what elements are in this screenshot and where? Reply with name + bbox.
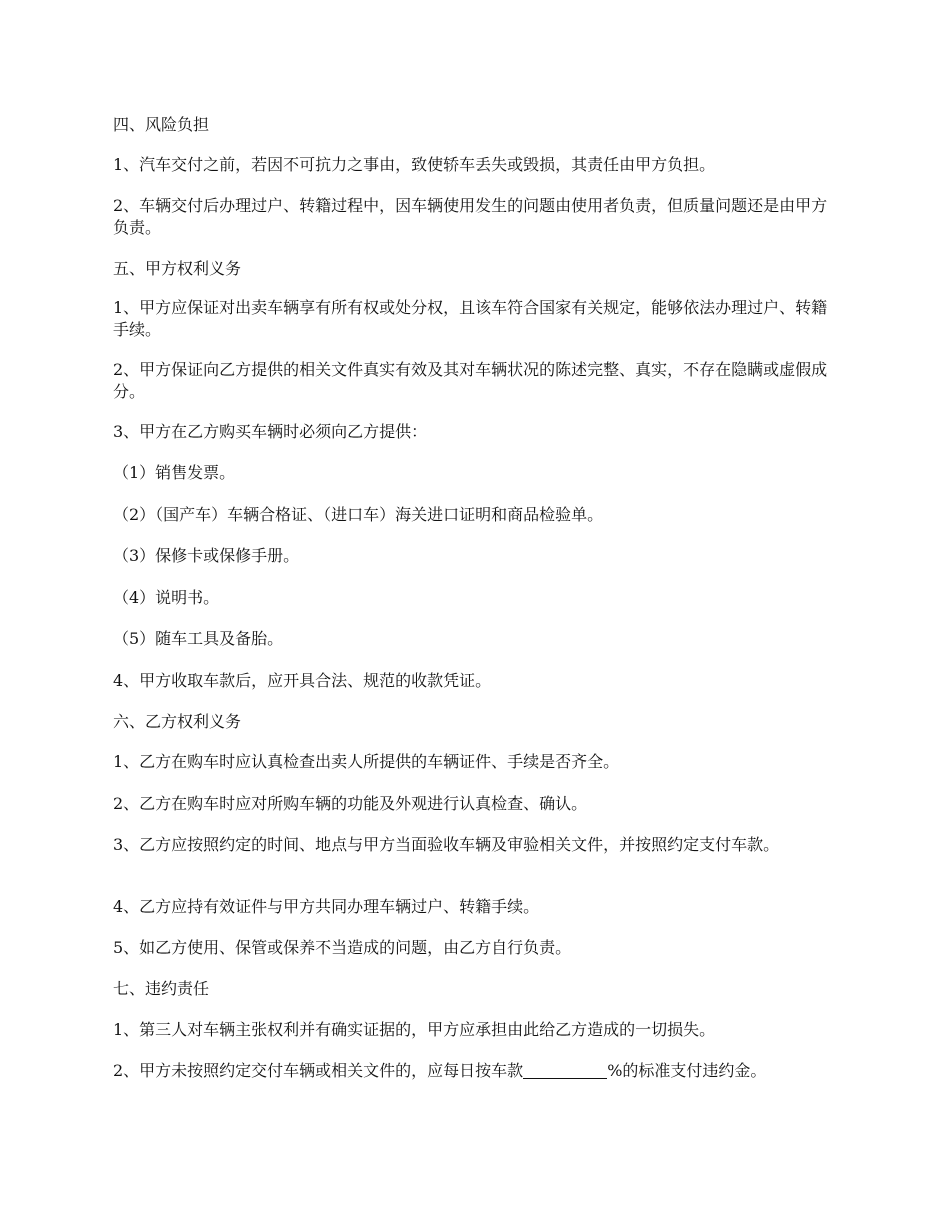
clause-5-3-item-2: （2）（国产车）车辆合格证、（进口车）海关进口证明和商品检验单。 xyxy=(113,505,604,524)
clause-6-1: 1、乙方在购车时应认真检查出卖人所提供的车辆证件、手续是否齐全。 xyxy=(113,752,620,771)
clause-5-3-item-1: （1）销售发票。 xyxy=(113,463,236,482)
clause-7-1: 1、第三人对车辆主张权利并有确实证据的，甲方应承担由此给乙方造成的一切损失。 xyxy=(113,1020,716,1039)
section-heading-risk: 四、风险负担 xyxy=(113,115,210,134)
clause-4-1: 1、汽车交付之前，若因不可抗力之事由，致使轿车丢失或毁损，其责任由甲方负担。 xyxy=(113,155,716,174)
clause-6-2: 2、乙方在购车时应对所购车辆的功能及外观进行认真检查、确认。 xyxy=(113,794,588,813)
section-heading-party-b: 六、乙方权利义务 xyxy=(113,712,242,731)
clause-5-1: 1、甲方应保证对出卖车辆享有所有权或处分权，且该车符合国家有关规定，能够依法办理过户、转籍手续。 xyxy=(113,298,828,339)
clause-5-3: 3、甲方在乙方购买车辆时必须向乙方提供： xyxy=(113,422,428,441)
clause-5-4: 4、甲方收取车款后，应开具合法、规范的收款凭证。 xyxy=(113,671,492,690)
clause-6-4: 4、乙方应持有效证件与甲方共同办理车辆过户、转籍手续。 xyxy=(113,897,540,916)
clause-5-3-item-5: （5）随车工具及备胎。 xyxy=(113,629,284,648)
clause-7-2-suffix: %的标准支付违约金。 xyxy=(607,1061,767,1080)
clause-7-2-prefix: 2、甲方未按照约定交付车辆或相关文件的，应每日按车款 xyxy=(113,1061,524,1080)
clause-5-3-item-4: （4）说明书。 xyxy=(113,588,220,607)
clause-5-2: 2、甲方保证向乙方提供的相关文件真实有效及其对车辆状况的陈述完整、真实，不存在隐瞒或虚假成分。 xyxy=(113,360,828,401)
clause-7-2 xyxy=(113,1060,873,1082)
clause-6-5: 5、如乙方使用、保管或保养不当造成的问题，由乙方自行负责。 xyxy=(113,938,572,957)
section-heading-liability: 七、违约责任 xyxy=(113,979,210,998)
penalty-rate-blank xyxy=(523,1062,607,1079)
clause-5-3-item-3: （3）保修卡或保修手册。 xyxy=(113,546,300,565)
section-heading-party-a: 五、甲方权利义务 xyxy=(113,259,242,278)
clause-4-2: 2、车辆交付后办理过户、转籍过程中，因车辆使用发生的问题由使用者负责，但质量问题还是由甲方负责。 xyxy=(113,196,828,237)
clause-6-3: 3、乙方应按照约定的时间、地点与甲方当面验收车辆及审验相关文件，并按照约定支付车款。 xyxy=(113,835,780,854)
